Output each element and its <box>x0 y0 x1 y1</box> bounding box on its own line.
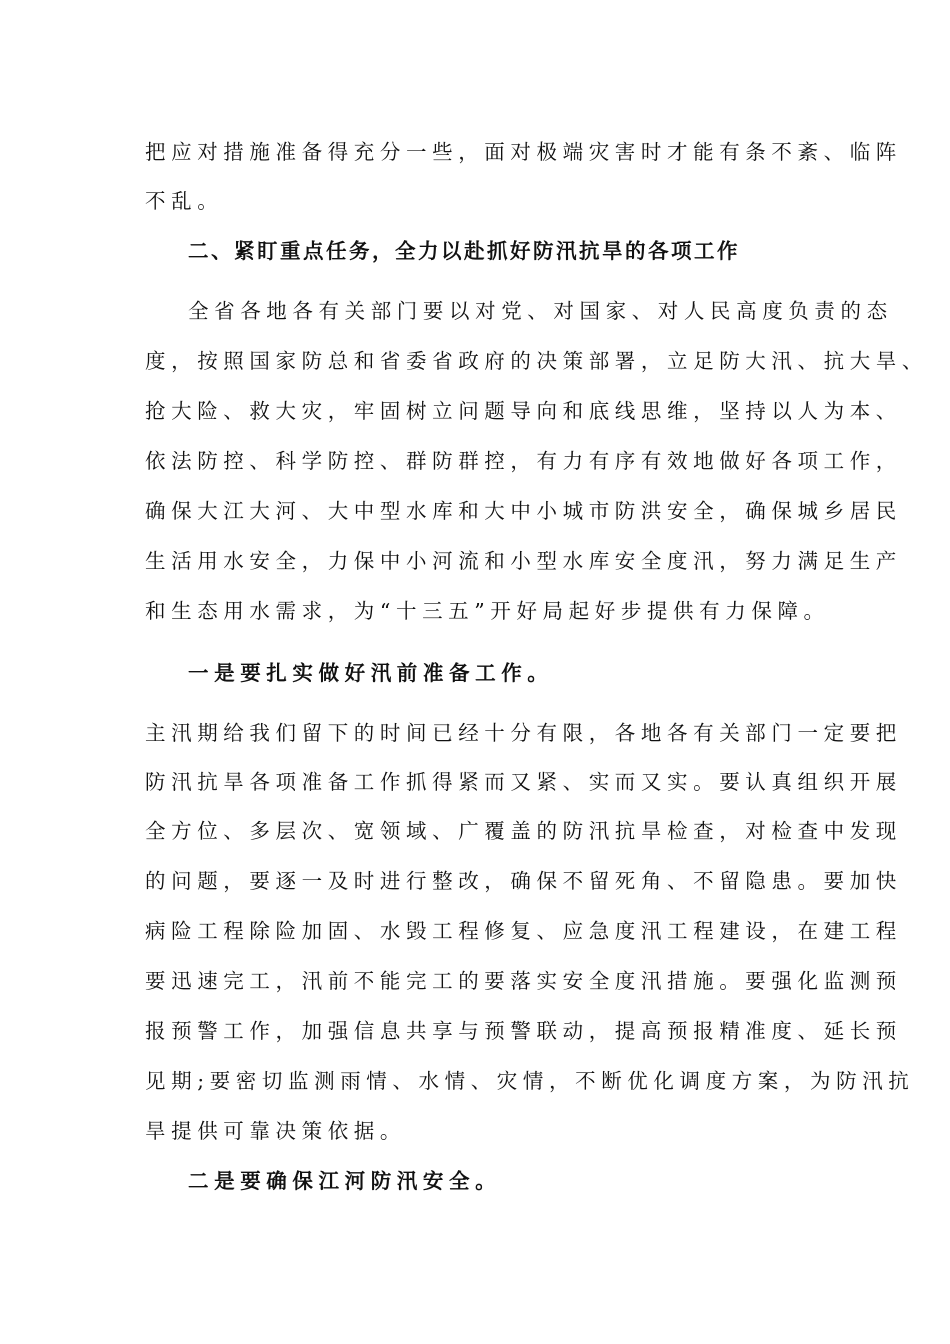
subheading-2: 二是要确保江河防汛安全。 <box>188 1169 502 1193</box>
paragraph-1-line-1: 把应对措施准备得充分一些，面对极端灾害时才能有条不紊、临阵 <box>145 140 902 164</box>
paragraph-3-line-1: 主汛期给我们留下的时间已经十分有限，各地各有关部门一定要把 <box>145 721 902 745</box>
paragraph-3-line-7: 报预警工作，加强信息共享与预警联动，提高预报精准度、延长预 <box>145 1019 902 1043</box>
subheading-1: 一是要扎实做好汛前准备工作。 <box>188 661 554 685</box>
paragraph-3-line-9: 旱提供可靠决策依据。 <box>145 1119 406 1143</box>
paragraph-3-line-6: 要迅速完工，汛前不能完工的要落实安全度汛措施。要强化监测预 <box>145 969 902 993</box>
paragraph-3-line-2: 防汛抗旱各项准备工作抓得紧而又紧、实而又实。要认真组织开展 <box>145 770 902 794</box>
paragraph-2-line-2: 度，按照国家防总和省委省政府的决策部署，立足防大汛、抗大旱、 <box>145 349 928 373</box>
paragraph-2-line-5: 确保大江大河、大中型水库和大中小城市防洪安全，确保城乡居民 <box>145 499 902 523</box>
paragraph-2-line-1: 全省各地各有关部门要以对党、对国家、对人民高度负责的态 <box>188 299 893 323</box>
paragraph-2-line-3: 抢大险、救大灾，牢固树立问题导向和底线思维，坚持以人为本、 <box>145 399 902 423</box>
paragraph-1-line-2: 不乱。 <box>145 189 224 213</box>
paragraph-3-line-8: 见期;要密切监测雨情、水情、灾情，不断优化调度方案，为防汛抗 <box>145 1069 915 1093</box>
paragraph-2-line-6: 生活用水安全，力保中小河流和小型水库安全度汛，努力满足生产 <box>145 549 902 573</box>
paragraph-3-line-5: 病险工程除险加固、水毁工程修复、应急度汛工程建设，在建工程 <box>145 919 902 943</box>
section-heading-2: 二、紧盯重点任务，全力以赴抓好防汛抗旱的各项工作 <box>188 239 740 263</box>
paragraph-2-line-4: 依法防控、科学防控、群防群控，有力有序有效地做好各项工作， <box>145 449 902 473</box>
paragraph-3-line-4: 的问题，要逐一及时进行整改，确保不留死角、不留隐患。要加快 <box>145 869 902 893</box>
paragraph-2-line-7: 和生态用水需求，为“十三五”开好局起好步提供有力保障。 <box>145 599 830 623</box>
paragraph-3-line-3: 全方位、多层次、宽领域、广覆盖的防汛抗旱检查，对检查中发现 <box>145 819 902 843</box>
